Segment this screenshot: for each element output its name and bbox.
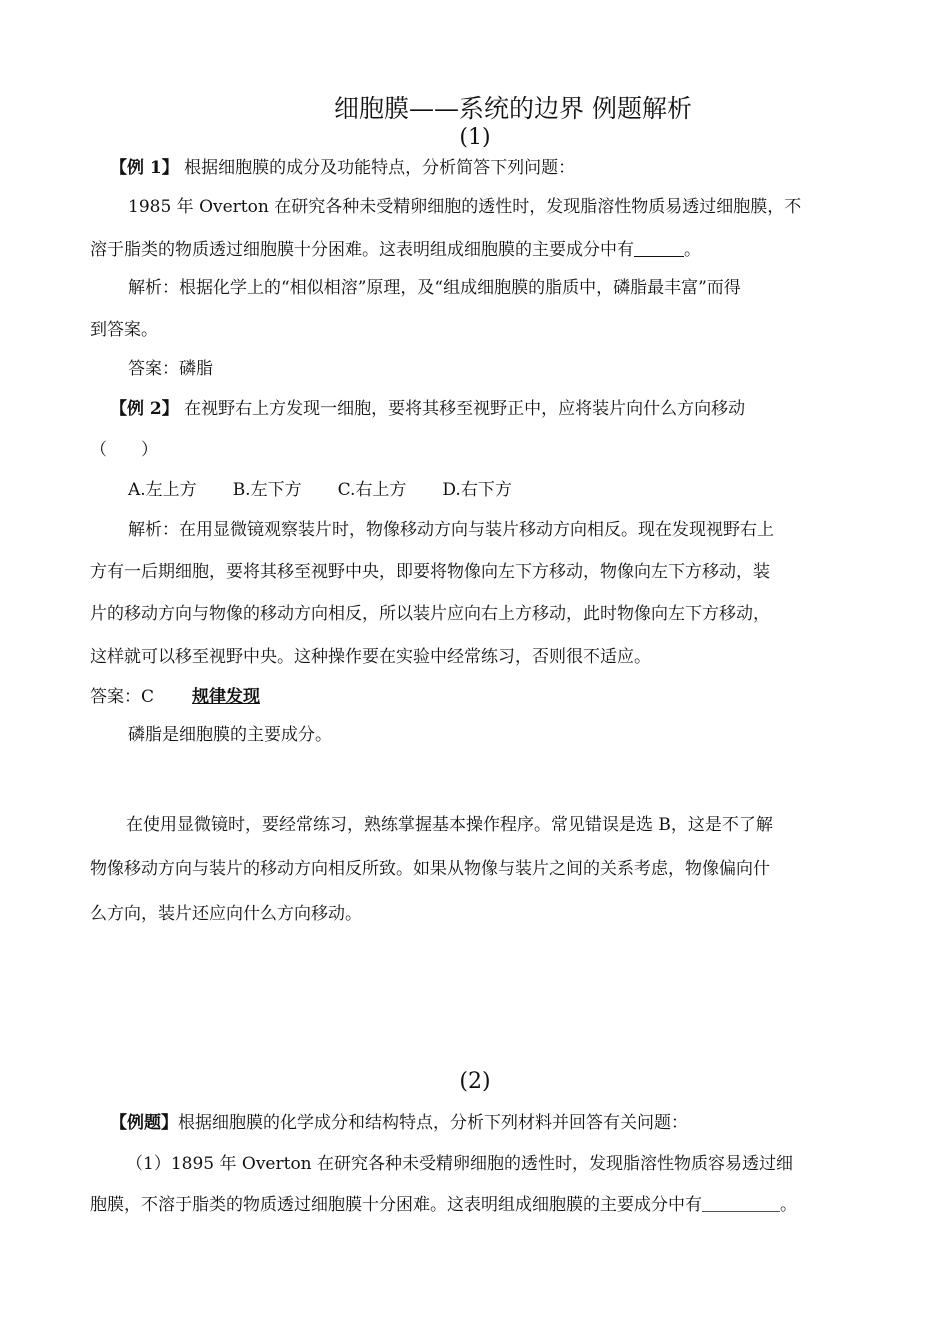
rule-text1: 磷脂是细胞膜的主要成分。 — [128, 725, 332, 745]
option-c: C.右上方 — [337, 480, 407, 500]
rule-text2-line1: 在使用显微镜时，要经常练习，熟练掌握基本操作程序。常见错误是选 B，这是不了解 — [126, 815, 773, 835]
example2-answer: 答案：C — [90, 687, 155, 707]
section-number-1: (1) — [459, 125, 491, 150]
example1-text-end: 。 — [684, 240, 701, 260]
option-d: D.右下方 — [442, 480, 512, 500]
answer-blank — [634, 238, 684, 257]
example2-question: 在视野右上方发现一细胞，要将其移至视野正中，应将装片向什么方向移动 — [178, 399, 746, 419]
rule-text2-line3: 么方向，装片还应向什么方向移动。 — [90, 904, 362, 924]
example1-text: 溶于脂类的物质透过细胞膜十分困难。这表明组成细胞膜的主要成分中有 — [90, 240, 634, 260]
example2-analysis-line3: 片的移动方向与物像的移动方向相反，所以装片应向右上方移动，此时物像向左下方移动， — [90, 604, 770, 624]
answer-blank — [702, 1193, 780, 1212]
example2-paren: （ ） — [90, 440, 158, 460]
item1-line2 — [90, 1193, 870, 1217]
example1-tag: 【例 1】 — [110, 158, 179, 178]
example-heading — [110, 1111, 890, 1135]
option-b: B.左下方 — [232, 480, 302, 500]
example1-answer: 答案：磷脂 — [128, 359, 213, 379]
section-number-2: (2) — [459, 1069, 491, 1094]
page-title: 细胞膜——系统的边界 例题解析 — [334, 94, 692, 123]
rule-heading: 规律发现 — [192, 687, 261, 707]
item1-text: 胞膜，不溶于脂类的物质透过细胞膜十分困难。这表明组成细胞膜的主要成分中有 — [90, 1195, 702, 1215]
example1-text-line1: 1985 年 Overton 在研究各种未受精卵细胞的透性时，发现脂溶性物质易透过细胞膜，不 — [128, 197, 802, 217]
item1-text-end: 。 — [780, 1195, 797, 1215]
item1-line1: （1）1895 年 Overton 在研究各种未受精卵细胞的透性时，发现脂溶性物质容易透过细 — [126, 1154, 794, 1174]
example-question: 根据细胞膜的化学成分和结构特点，分析下列材料并回答有关问题： — [178, 1113, 688, 1133]
example2-analysis-line1: 解析：在用显微镜观察装片时，物像移动方向与装片移动方向相反。现在发现视野右上 — [128, 520, 774, 540]
example1-analysis-line1: 解析：根据化学上的“相似相溶”原理，及“组成细胞膜的脂质中，磷脂最丰富”而得 — [128, 278, 741, 298]
example2-answer-row — [90, 685, 870, 709]
example2-tag: 【例 2】 — [110, 399, 179, 419]
example1-analysis-line2: 到答案。 — [90, 320, 158, 340]
example2-analysis-line4: 这样就可以移至视野中央。这种操作要在实验中经常练习，否则很不适应。 — [90, 647, 651, 667]
example1-text-line2 — [90, 238, 870, 262]
example2-heading — [110, 397, 890, 421]
example1-heading — [110, 156, 890, 180]
example1-question: 根据细胞膜的成分及功能特点，分析简答下列问题： — [178, 158, 576, 178]
option-a: A.左上方 — [128, 480, 197, 500]
example2-analysis-line2: 方有一后期细胞，要将其移至视野中央，即要将物像向左下方移动，物像向左下方移动，装 — [90, 562, 770, 582]
example2-options — [128, 478, 870, 502]
rule-text2-line2: 物像移动方向与装片的移动方向相反所致。如果从物像与装片之间的关系考虑，物像偏向什 — [90, 859, 770, 879]
example-tag: 【例题】 — [110, 1113, 178, 1133]
